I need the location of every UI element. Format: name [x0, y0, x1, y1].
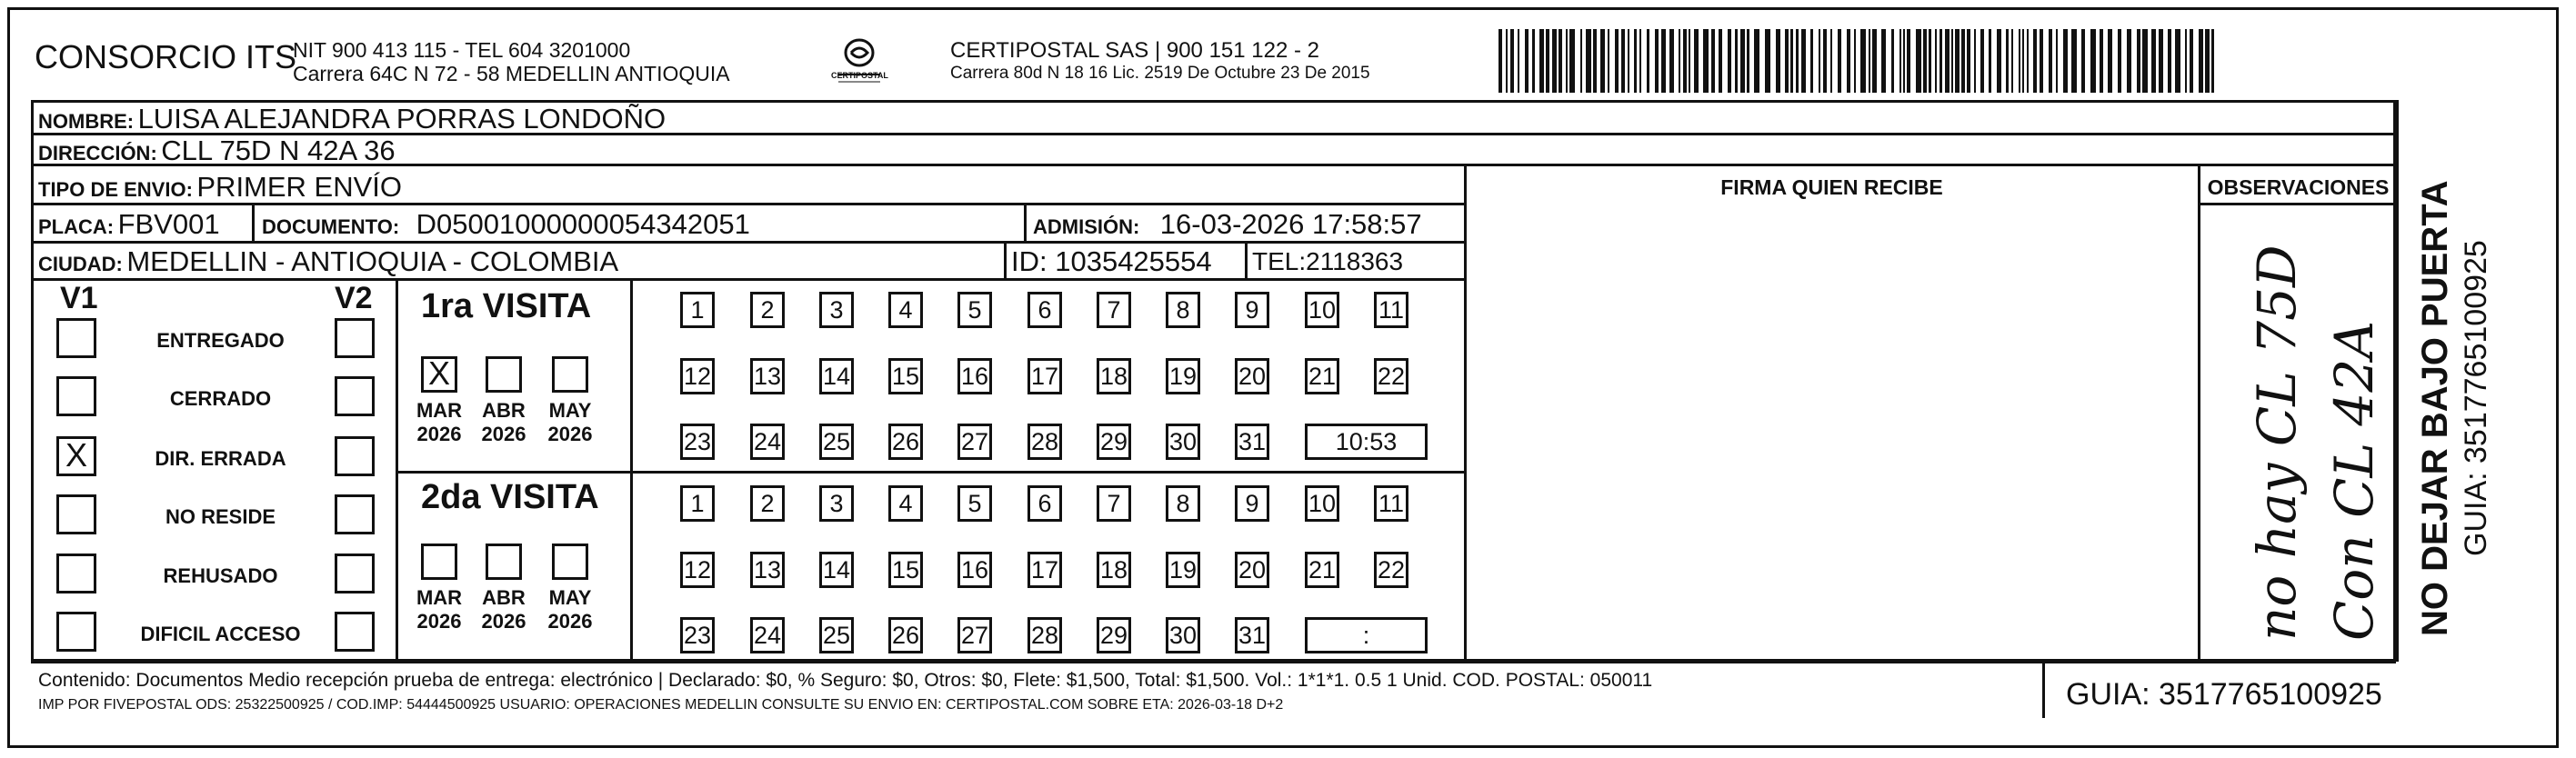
- courier-license: Carrera 80d N 18 16 Lic. 2519 De Octubre 23 De 2015: [950, 64, 1370, 83]
- visit1-day: 28: [1027, 424, 1062, 460]
- visit1-day: 27: [957, 424, 992, 460]
- nombre-value: LUISA ALEJANDRA PORRAS LONDOÑO: [137, 103, 667, 135]
- visit1-day: 30: [1166, 424, 1200, 460]
- visit1-day: 7: [1097, 292, 1131, 328]
- visit2-day: 3: [819, 485, 854, 522]
- visit1-month-checkbox: [486, 356, 522, 393]
- company-address: Carrera 64C N 72 - 58 MEDELLIN ANTIOQUIA: [293, 62, 730, 85]
- direccion-label: DIRECCIÓN:: [38, 142, 157, 165]
- visit1-year-label: 2026: [481, 423, 526, 445]
- id-value: ID: 1035425554: [1011, 245, 1212, 277]
- v2-header: V2: [335, 281, 373, 315]
- visit1-month-checkbox: [552, 356, 588, 393]
- visit1-year-label: 2026: [547, 423, 593, 445]
- visit1-day: 4: [888, 292, 923, 328]
- visit2-day: 7: [1097, 485, 1131, 522]
- visit1-day: 3: [819, 292, 854, 328]
- visit1-day: 8: [1166, 292, 1200, 328]
- ciudad-value: MEDELLIN - ANTIOQUIA - COLOMBIA: [126, 245, 619, 277]
- visit2-day: 29: [1097, 617, 1131, 653]
- direccion-row: [38, 135, 396, 167]
- barcode: [1498, 29, 2219, 93]
- visit2-day: 1: [680, 485, 715, 522]
- placa-label: PLACA:: [38, 215, 115, 238]
- visit2-year-label: 2026: [547, 610, 593, 633]
- visit1-day: 5: [957, 292, 992, 328]
- placa-value: FBV001: [117, 208, 220, 240]
- visit1-day: 22: [1374, 358, 1408, 394]
- nombre-label: NOMBRE:: [38, 110, 135, 133]
- visit1-day: 29: [1097, 424, 1131, 460]
- observaciones-handwriting-2: Con CL 42A: [2323, 320, 2385, 641]
- ciudad-label: CIUDAD:: [38, 253, 123, 275]
- visit2-day: 25: [819, 617, 854, 653]
- visit1-day: 2: [750, 292, 785, 328]
- visit1-day: 1: [680, 292, 715, 328]
- visit2-month-label: MAY: [548, 586, 592, 609]
- visit1-day: 13: [750, 358, 785, 394]
- visit2-day: 23: [680, 617, 715, 653]
- side-warning: NO DEJAR BAJO PUERTA: [2415, 180, 2455, 636]
- v1-header: V1: [60, 281, 98, 315]
- tipo-value: PRIMER ENVÍO: [196, 171, 403, 203]
- visit2-day: 31: [1235, 617, 1269, 653]
- visit1-day: 25: [819, 424, 854, 460]
- visit1-day: 18: [1097, 358, 1131, 394]
- footer-guia: GUIA: 3517765100925: [2066, 677, 2382, 712]
- visit2-day: 22: [1374, 552, 1408, 588]
- v2-checkbox: [335, 554, 375, 593]
- admision-value: 16-03-2026 17:58:57: [1159, 208, 1422, 240]
- v1-checkbox: [56, 554, 96, 593]
- ciudad-cell: [38, 245, 618, 278]
- visit1-day: 10: [1305, 292, 1339, 328]
- status-label: CERRADO: [169, 387, 272, 410]
- v2-checkbox: [335, 376, 375, 416]
- visit1-day: 24: [750, 424, 785, 460]
- visit2-title: 2da VISITA: [421, 478, 599, 516]
- side-guia: GUIA: 3517765100925: [2459, 240, 2493, 556]
- v2-checkbox: [335, 494, 375, 534]
- visit1-day: 23: [680, 424, 715, 460]
- visit2-day: 2: [750, 485, 785, 522]
- visit1-day: 17: [1027, 358, 1062, 394]
- visit1-day: 11: [1374, 292, 1408, 328]
- visit2-day: 4: [888, 485, 923, 522]
- firma-label: FIRMA QUIEN RECIBE: [1720, 175, 1943, 199]
- status-label: REHUSADO: [163, 564, 278, 587]
- footer-print-info: IMP POR FIVEPOSTAL ODS: 25322500925 / COD.IMP: 54444500925 USUARIO: OPERACIONES MEDELLIN CONSULTE SU ENVIO EN: CERTIPOSTAL.COM SOBRE ETA: 2026-03-18 D+2: [38, 697, 1284, 713]
- visit1-month-label: MAR: [416, 399, 463, 422]
- visit2-day: 6: [1027, 485, 1062, 522]
- visit1-day: 6: [1027, 292, 1062, 328]
- visit1-time-field: 10:53: [1305, 424, 1428, 460]
- visit2-year-label: 2026: [416, 610, 462, 633]
- visit2-month-checkbox: [486, 544, 522, 580]
- visit2-day: 12: [680, 552, 715, 588]
- visit1-day: 19: [1166, 358, 1200, 394]
- logo-caption: CERTIPOSTAL: [831, 71, 888, 80]
- documento-value: D05001000000054342051: [416, 208, 750, 240]
- visit2-day: 21: [1305, 552, 1339, 588]
- visit1-day: 16: [957, 358, 992, 394]
- visit2-day: 14: [819, 552, 854, 588]
- visit2-time-field: :: [1305, 617, 1428, 653]
- visit1-month-label: ABR: [482, 399, 526, 422]
- v1-checkbox: [56, 376, 96, 416]
- visit2-day: 19: [1166, 552, 1200, 588]
- status-label: ENTREGADO: [156, 329, 285, 352]
- nombre-row: [38, 103, 666, 135]
- placa-cell: [38, 208, 220, 241]
- v1-checkbox: [56, 494, 96, 534]
- visit2-day: 27: [957, 617, 992, 653]
- certipostal-logo: [827, 35, 891, 89]
- visit1-title: 1ra VISITA: [421, 287, 592, 325]
- visit2-day: 16: [957, 552, 992, 588]
- visit2-day: 26: [888, 617, 923, 653]
- observaciones-handwriting-1: no hay CL 75D: [2246, 244, 2308, 641]
- tipo-label: TIPO DE ENVIO:: [38, 178, 193, 201]
- visit2-day: 17: [1027, 552, 1062, 588]
- visit1-day: 14: [819, 358, 854, 394]
- admision-cell: [1033, 208, 1422, 241]
- visit2-day: 11: [1374, 485, 1408, 522]
- v1-checkbox: X: [56, 436, 96, 476]
- visit2-month-checkbox: [552, 544, 588, 580]
- visit2-day: 24: [750, 617, 785, 653]
- visit1-month-label: MAY: [548, 399, 592, 422]
- visit2-month-label: ABR: [482, 586, 526, 609]
- direccion-value: CLL 75D N 42A 36: [161, 135, 396, 166]
- visit2-day: 18: [1097, 552, 1131, 588]
- visit2-day: 20: [1235, 552, 1269, 588]
- status-label: DIFICIL ACCESO: [140, 623, 301, 645]
- v2-checkbox: [335, 436, 375, 476]
- visit2-day: 9: [1235, 485, 1269, 522]
- company-nit: NIT 900 413 115 - TEL 604 3201000: [293, 38, 631, 62]
- footer-content: Contenido: Documentos Medio recepción prueba de entrega: electrónico | Declarado: $0, % Seguro: $0, Otros: $0, Flete: $1,500, Total: $1,500. Vol.: 1*1*1. 0.5 1 Unid. COD. POSTAL: 050011: [38, 670, 1653, 691]
- company-name: CONSORCIO ITS: [35, 38, 297, 75]
- visit1-day: 20: [1235, 358, 1269, 394]
- v1-checkbox: [56, 318, 96, 358]
- documento-cell: [262, 208, 750, 241]
- status-label: NO RESIDE: [165, 505, 276, 528]
- visit2-day: 5: [957, 485, 992, 522]
- visit1-day: 21: [1305, 358, 1339, 394]
- visit1-month-checkbox: X: [421, 356, 457, 393]
- v1-checkbox: [56, 612, 96, 652]
- visit1-year-label: 2026: [416, 423, 462, 445]
- visit2-month-label: MAR: [416, 586, 463, 609]
- visit2-day: 28: [1027, 617, 1062, 653]
- observaciones-label: OBSERVACIONES: [2207, 175, 2390, 199]
- visit2-day: 30: [1166, 617, 1200, 653]
- courier-name: CERTIPOSTAL SAS | 900 151 122 - 2: [950, 38, 1319, 63]
- visit2-day: 10: [1305, 485, 1339, 522]
- visit2-day: 8: [1166, 485, 1200, 522]
- visit2-day: 15: [888, 552, 923, 588]
- visit1-day: 9: [1235, 292, 1269, 328]
- v2-checkbox: [335, 612, 375, 652]
- visit1-day: 12: [680, 358, 715, 394]
- visit2-day: 13: [750, 552, 785, 588]
- admision-label: ADMISIÓN:: [1033, 215, 1140, 238]
- visit1-day: 15: [888, 358, 923, 394]
- visit2-year-label: 2026: [481, 610, 526, 633]
- visit1-day: 26: [888, 424, 923, 460]
- v2-checkbox: [335, 318, 375, 358]
- visit1-day: 31: [1235, 424, 1269, 460]
- documento-label: DOCUMENTO:: [262, 215, 400, 238]
- status-label: DIR. ERRADA: [155, 447, 286, 470]
- tel-value: TEL:2118363: [1252, 247, 1404, 275]
- visit2-month-checkbox: [421, 544, 457, 580]
- tipo-row: [38, 171, 402, 204]
